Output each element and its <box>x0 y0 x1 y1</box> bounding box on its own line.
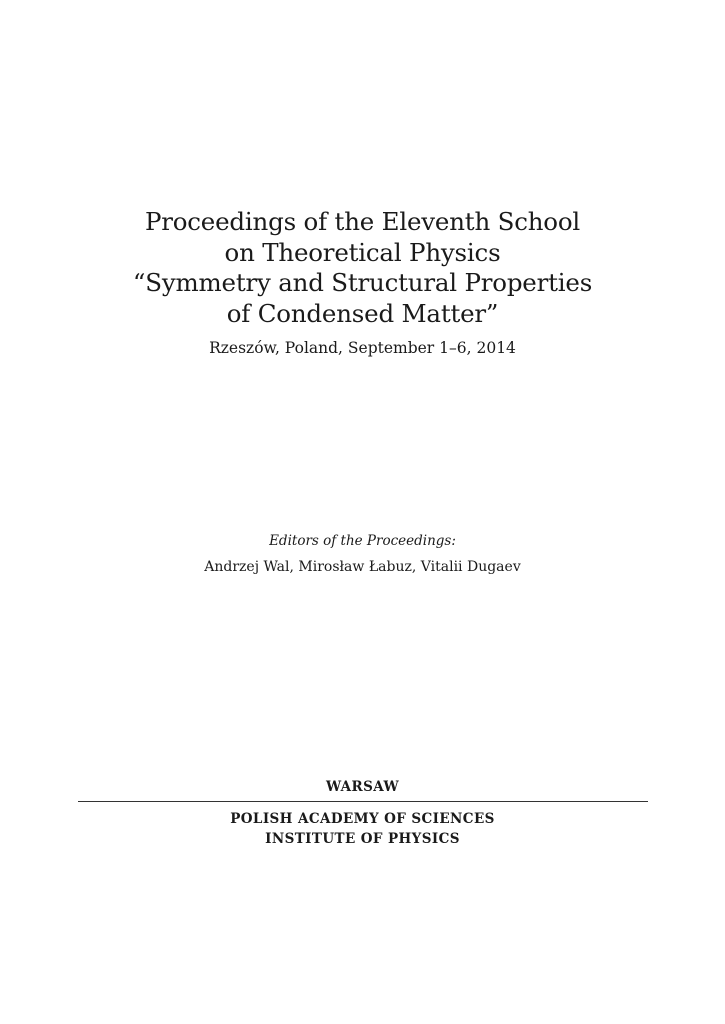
editors-heading: Editors of the Proceedings: <box>269 533 456 549</box>
title-line-2: on Theoretical Physics <box>224 237 501 267</box>
publisher-block <box>0 809 725 849</box>
title-block <box>0 207 725 359</box>
title-line-4: of Condensed Matter” <box>226 298 499 328</box>
editors-names: Andrzej Wal, Mirosław Łabuz, Vitalii Dugaev <box>204 559 521 575</box>
publisher-city: WARSAW <box>325 779 400 795</box>
horizontal-divider <box>78 801 648 802</box>
venue-and-date: Rzeszów, Poland, September 1–6, 2014 <box>209 339 516 357</box>
editors-block <box>0 531 725 577</box>
publisher-line-2: INSTITUTE OF PHYSICS <box>265 831 460 847</box>
title-line-3: “Symmetry and Structural Properties <box>132 268 593 297</box>
publisher-line-1: POLISH ACADEMY OF SCIENCES <box>230 811 495 827</box>
title-line-1: Proceedings of the Eleventh School <box>144 207 581 236</box>
